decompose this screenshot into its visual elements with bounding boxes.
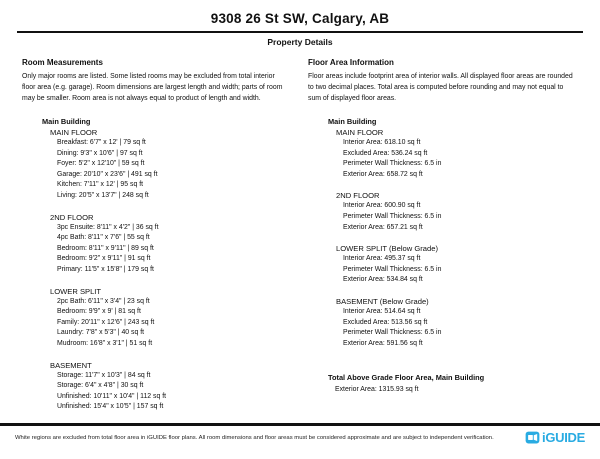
floor-section xyxy=(50,127,308,202)
floor-section xyxy=(50,360,308,413)
room-measurement: Dining: 9'3" x 10'6" | 97 sq ft xyxy=(57,149,143,157)
room-measurement: Living: 20'5" x 13'7" | 248 sq ft xyxy=(57,191,149,199)
room-measurement: 3pc Ensuite: 8'11" x 4'2" | 36 sq ft xyxy=(57,223,159,231)
floor-section xyxy=(336,190,578,233)
room-measurements-column xyxy=(22,58,308,413)
title-divider xyxy=(17,31,583,33)
footer-row xyxy=(0,426,600,445)
room-measurement-floors xyxy=(50,127,308,413)
floor-area-description: Floor areas include footprint area of interior walls. All displayed floor areas are rounded to two decimal places. Total area is computed before rounding and may not equal to sum of displayed floor areas. xyxy=(308,73,573,102)
room-measurement: Kitchen: 7'11" x 12' | 95 sq ft xyxy=(57,181,144,189)
total-above-grade-value: Exterior Area: 1315.93 sq ft xyxy=(335,386,419,394)
room-measurement: Mudroom: 16'8" x 3'1" | 51 sq ft xyxy=(57,339,153,347)
room-measurement: Unfinished: 15'4" x 10'5" | 157 sq ft xyxy=(57,403,164,411)
area-entry: Exterior Area: 534.84 sq ft xyxy=(343,276,423,284)
footer xyxy=(0,423,600,445)
area-entry: Interior Area: 495.37 sq ft xyxy=(343,255,421,263)
floor-section xyxy=(50,212,308,276)
floor-section xyxy=(50,286,308,350)
page-title: 9308 26 St SW, Calgary, AB xyxy=(210,11,390,26)
floor-area-floors xyxy=(336,127,578,349)
area-entry: Interior Area: 618.10 sq ft xyxy=(343,139,421,146)
floor-name: LOWER SPLIT xyxy=(50,286,102,296)
floor-name: BASEMENT xyxy=(50,360,92,370)
floor-area-column xyxy=(308,58,578,413)
floor-section xyxy=(336,127,578,180)
room-measurement: 2pc Bath: 6'11" x 3'4" | 23 sq ft xyxy=(57,297,150,305)
iguide-logo[interactable] xyxy=(525,430,585,445)
building-name: Main Building xyxy=(328,117,377,126)
floor-name: MAIN FLOOR xyxy=(336,128,384,137)
iguide-logo-icon xyxy=(525,430,540,445)
building-name: Main Building xyxy=(42,117,91,126)
page-subtitle: Property Details xyxy=(267,37,333,47)
area-entry: Exterior Area: 591.56 sq ft xyxy=(343,339,423,347)
floor-section xyxy=(336,296,578,349)
floor-section xyxy=(336,243,578,286)
room-measurement: Bedroom: 8'11" x 9'11" | 89 sq ft xyxy=(57,244,154,252)
area-entry: Exterior Area: 658.72 sq ft xyxy=(343,170,423,178)
floor-name: 2ND FLOOR xyxy=(50,212,94,222)
area-entry: Perimeter Wall Thickness: 6.5 in xyxy=(343,212,442,220)
floor-area-heading: Floor Area Information xyxy=(308,58,394,67)
room-measurement: Storage: 6'4" x 4'8" | 30 sq ft xyxy=(57,382,144,390)
room-measurement: Family: 20'11" x 12'6" | 243 sq ft xyxy=(57,318,155,326)
room-measurement: Storage: 11'7" x 10'3" | 84 sq ft xyxy=(57,371,151,379)
content-columns xyxy=(0,47,600,413)
area-entry: Perimeter Wall Thickness: 6.5 in xyxy=(343,265,442,273)
room-measurement: Laundry: 7'8" x 5'3" | 40 sq ft xyxy=(57,329,145,337)
floor-name: LOWER SPLIT (Below Grade) xyxy=(336,244,438,254)
room-measurement: Bedroom: 9'9" x 9' | 81 sq ft xyxy=(57,308,141,316)
room-measurement: 4pc Bath: 8'11" x 7'6" | 55 sq ft xyxy=(57,234,150,242)
floor-name: BASEMENT (Below Grade) xyxy=(336,296,429,306)
area-entry: Interior Area: 600.90 sq ft xyxy=(343,202,421,210)
area-entry: Excluded Area: 513.56 sq ft xyxy=(343,318,428,326)
room-measurement: Unfinished: 10'11" x 10'4" | 112 sq ft xyxy=(57,392,167,400)
floor-name: MAIN FLOOR xyxy=(50,128,98,137)
area-entry: Interior Area: 514.64 sq ft xyxy=(343,307,421,315)
area-entry: Perimeter Wall Thickness: 6.5 in xyxy=(343,329,442,337)
footer-disclaimer: White regions are excluded from total floor area in iGUIDE floor plans. All room dimensions and floor areas must be considered approximate and are subject to independent verification. xyxy=(15,434,494,441)
room-measurement: Garage: 20'10" x 23'6" | 491 sq ft xyxy=(57,170,158,178)
area-entry: Exterior Area: 657.21 sq ft xyxy=(343,223,423,231)
area-entry: Excluded Area: 536.24 sq ft xyxy=(343,149,428,157)
room-measurements-heading: Room Measurements xyxy=(22,58,103,67)
room-measurement: Bedroom: 9'2" x 9'11" | 91 sq ft xyxy=(57,255,151,263)
room-measurement: Primary: 11'5" x 15'8" | 179 sq ft xyxy=(57,265,154,273)
total-above-grade-heading: Total Above Grade Floor Area, Main Building xyxy=(328,373,485,383)
room-measurement: Breakfast: 6'7" x 12' | 79 sq ft xyxy=(57,139,146,146)
room-measurements-description: Only major rooms are listed. Some listed rooms may be excluded from total interior floor area (e.g. garage). Room dimensions are largest length and width; parts of room may be smaller. Room area is not always equal to product of length and width. xyxy=(22,73,283,102)
iguide-logo-text: iGUIDE xyxy=(542,430,585,445)
room-measurement: Foyer: 5'2" x 12'10" | 59 sq ft xyxy=(57,160,145,168)
floor-name: 2ND FLOOR xyxy=(336,191,380,201)
area-entry: Perimeter Wall Thickness: 6.5 in xyxy=(343,160,442,168)
